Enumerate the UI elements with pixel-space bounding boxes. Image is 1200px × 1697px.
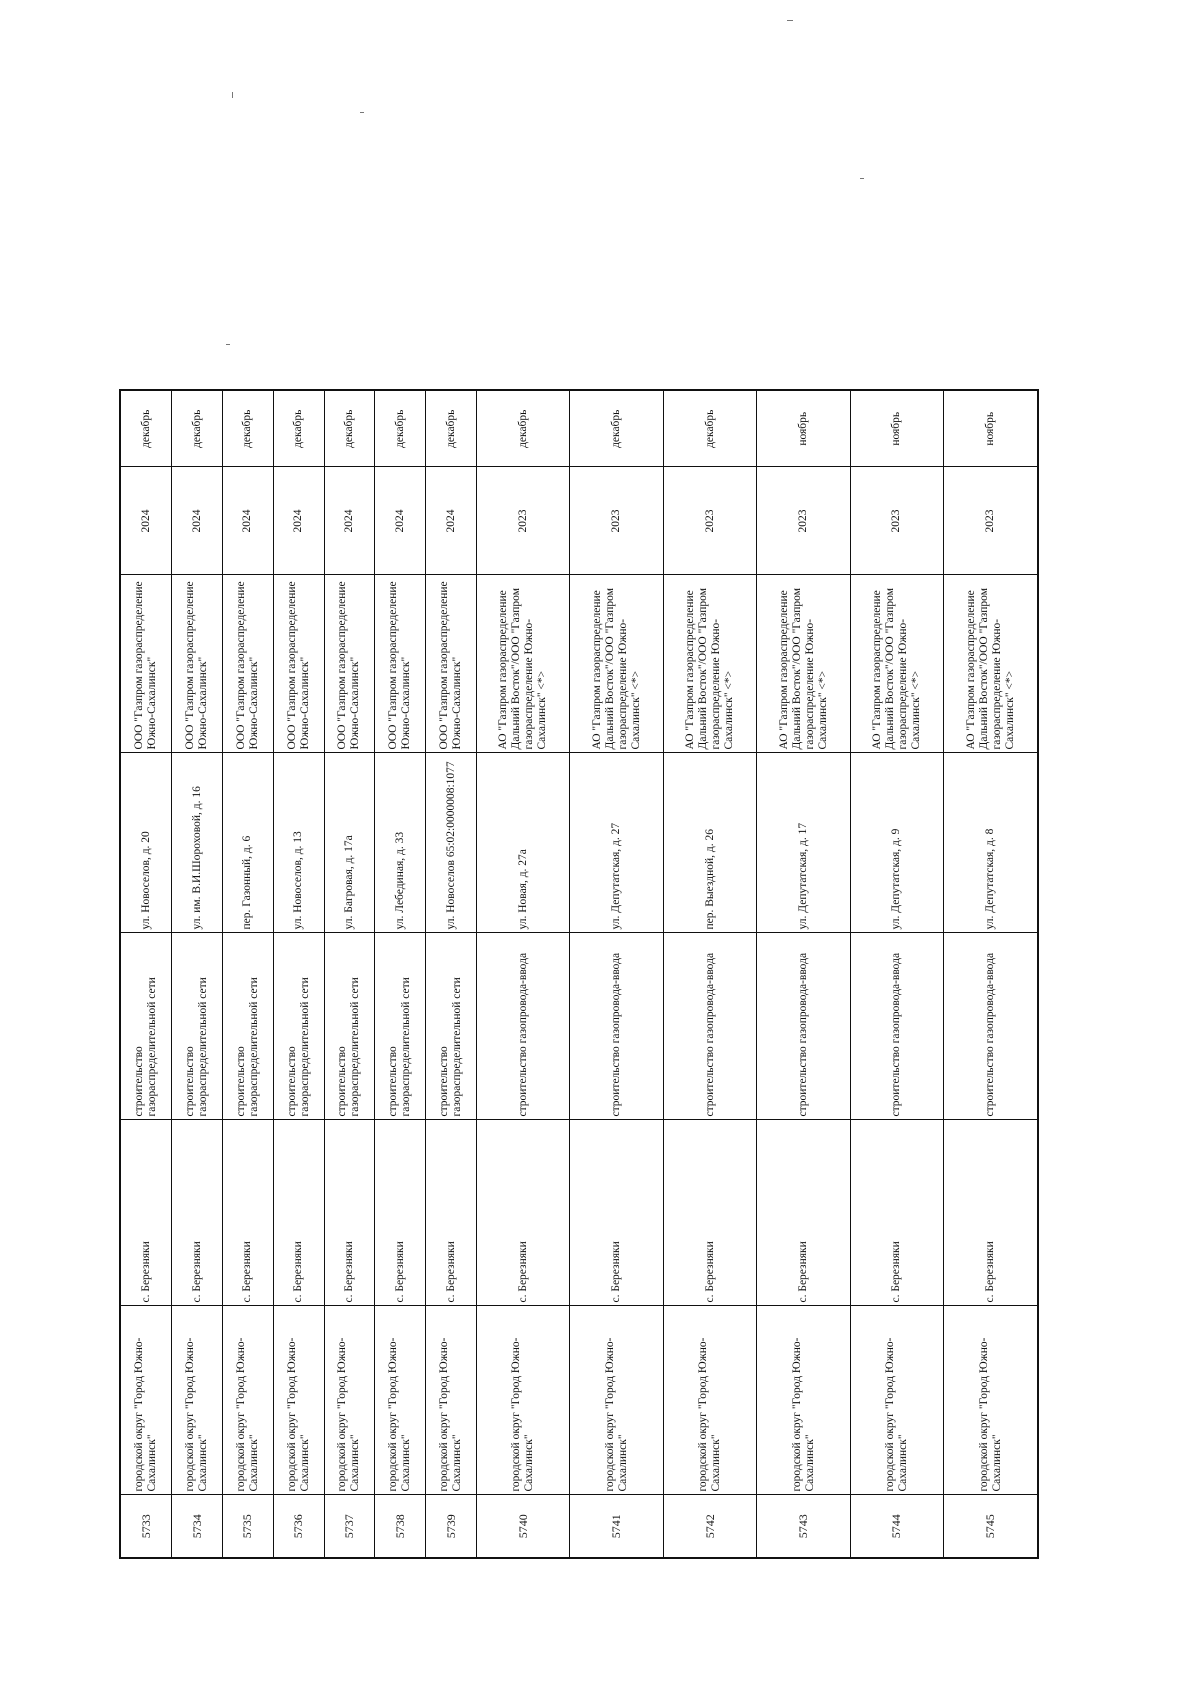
row-number-cell: 5743 — [757, 1495, 850, 1558]
month-cell: декабрь — [663, 390, 756, 467]
settlement-cell: с. Березняки — [172, 1120, 223, 1306]
settlement-cell: с. Березняки — [570, 1120, 663, 1306]
address-cell: ул. Лебединая, д. 33 — [375, 753, 426, 933]
district-cell: городской округ "Город Южно-Сахалинск" — [172, 1306, 223, 1495]
work-type-cell: строительство газораспределительной сети — [120, 933, 172, 1120]
address-cell: ул. Депутатская, д. 27 — [570, 753, 663, 933]
row-number-cell: 5745 — [944, 1495, 1038, 1558]
row-number-cell: 5733 — [120, 1495, 172, 1558]
scan-speck — [232, 92, 233, 98]
address-cell: ул. им. В.И.Шороховой, д. 16 — [172, 753, 223, 933]
organization-cell: ООО "Газпром газораспределение Южно-Сахалинск" — [273, 575, 324, 753]
work-type-cell: строительство газопровода-ввода — [477, 933, 570, 1120]
address-cell: ул. Новоселов 65:02:0000008:1077 — [426, 753, 477, 933]
table-row — [570, 390, 663, 1558]
organization-cell: АО "Газпром газораспределение Дальний Восток"/ООО "Газпром газораспределение Южно-Сахалинск" <*> — [663, 575, 756, 753]
address-cell: ул. Депутатская, д. 9 — [850, 753, 943, 933]
row-number-cell: 5735 — [222, 1495, 273, 1558]
address-cell: ул. Новая, д. 27а — [477, 753, 570, 933]
work-type-cell: строительство газораспределительной сети — [222, 933, 273, 1120]
year-cell: 2024 — [222, 467, 273, 575]
year-cell: 2024 — [426, 467, 477, 575]
gasification-schedule-table — [119, 389, 1039, 1559]
table-row — [222, 390, 273, 1558]
table-row — [426, 390, 477, 1558]
district-cell: городской округ "Город Южно-Сахалинск" — [324, 1306, 375, 1495]
table-row — [375, 390, 426, 1558]
district-cell: городской округ "Город Южно-Сахалинск" — [570, 1306, 663, 1495]
address-cell: пер. Газонный, д. 6 — [222, 753, 273, 933]
scan-speck — [860, 178, 864, 179]
month-cell: декабрь — [222, 390, 273, 467]
month-cell: декабрь — [120, 390, 172, 467]
organization-cell: ООО "Газпром газораспределение Южно-Сахалинск" — [222, 575, 273, 753]
row-number-cell: 5741 — [570, 1495, 663, 1558]
settlement-cell: с. Березняки — [222, 1120, 273, 1306]
year-cell: 2023 — [570, 467, 663, 575]
row-number-cell: 5738 — [375, 1495, 426, 1558]
year-cell: 2024 — [172, 467, 223, 575]
organization-cell: ООО "Газпром газораспределение Южно-Сахалинск" — [426, 575, 477, 753]
year-cell: 2023 — [757, 467, 850, 575]
row-number-cell: 5740 — [477, 1495, 570, 1558]
table-row — [850, 390, 943, 1558]
work-type-cell: строительство газораспределительной сети — [172, 933, 223, 1120]
month-cell: декабрь — [273, 390, 324, 467]
organization-cell: ООО "Газпром газораспределение Южно-Сахалинск" — [324, 575, 375, 753]
year-cell: 2024 — [375, 467, 426, 575]
row-number-cell: 5737 — [324, 1495, 375, 1558]
table-row — [324, 390, 375, 1558]
table-body — [120, 390, 1038, 1558]
month-cell: ноябрь — [850, 390, 943, 467]
settlement-cell: с. Березняки — [375, 1120, 426, 1306]
district-cell: городской округ "Город Южно-Сахалинск" — [273, 1306, 324, 1495]
settlement-cell: с. Березняки — [426, 1120, 477, 1306]
work-type-cell: строительство газораспределительной сети — [426, 933, 477, 1120]
settlement-cell: с. Березняки — [663, 1120, 756, 1306]
address-cell: ул. Багровая, д. 17а — [324, 753, 375, 933]
year-cell: 2023 — [944, 467, 1038, 575]
district-cell: городской округ "Город Южно-Сахалинск" — [375, 1306, 426, 1495]
month-cell: ноябрь — [944, 390, 1038, 467]
row-number-cell: 5744 — [850, 1495, 943, 1558]
organization-cell: АО "Газпром газораспределение Дальний Восток"/ООО "Газпром газораспределение Южно-Сахалинск" <*> — [944, 575, 1038, 753]
organization-cell: АО "Газпром газораспределение Дальний Восток"/ООО "Газпром газораспределение Южно-Сахалинск" <*> — [477, 575, 570, 753]
year-cell: 2024 — [120, 467, 172, 575]
work-type-cell: строительство газопровода-ввода — [944, 933, 1038, 1120]
address-cell: пер. Выездной, д. 26 — [663, 753, 756, 933]
work-type-cell: строительство газораспределительной сети — [324, 933, 375, 1120]
scan-speck — [226, 344, 230, 345]
row-number-cell: 5734 — [172, 1495, 223, 1558]
row-number-cell: 5742 — [663, 1495, 756, 1558]
settlement-cell: с. Березняки — [944, 1120, 1038, 1306]
work-type-cell: строительство газораспределительной сети — [273, 933, 324, 1120]
address-cell: ул. Депутатская, д. 17 — [757, 753, 850, 933]
rotated-document-page — [119, 391, 1039, 1559]
table-row — [477, 390, 570, 1558]
table-row — [757, 390, 850, 1558]
month-cell: декабрь — [426, 390, 477, 467]
settlement-cell: с. Березняки — [273, 1120, 324, 1306]
district-cell: городской округ "Город Южно-Сахалинск" — [426, 1306, 477, 1495]
table-row — [172, 390, 223, 1558]
settlement-cell: с. Березняки — [850, 1120, 943, 1306]
table-row — [944, 390, 1038, 1558]
work-type-cell: строительство газораспределительной сети — [375, 933, 426, 1120]
settlement-cell: с. Березняки — [120, 1120, 172, 1306]
district-cell: городской округ "Город Южно-Сахалинск" — [663, 1306, 756, 1495]
district-cell: городской округ "Город Южно-Сахалинск" — [477, 1306, 570, 1495]
row-number-cell: 5736 — [273, 1495, 324, 1558]
organization-cell: ООО "Газпром газораспределение Южно-Сахалинск" — [120, 575, 172, 753]
year-cell: 2024 — [273, 467, 324, 575]
organization-cell: АО "Газпром газораспределение Дальний Восток"/ООО "Газпром газораспределение Южно-Сахалинск" <*> — [850, 575, 943, 753]
month-cell: декабрь — [172, 390, 223, 467]
organization-cell: ООО "Газпром газораспределение Южно-Сахалинск" — [172, 575, 223, 753]
year-cell: 2023 — [477, 467, 570, 575]
work-type-cell: строительство газопровода-ввода — [757, 933, 850, 1120]
month-cell: декабрь — [477, 390, 570, 467]
settlement-cell: с. Березняки — [757, 1120, 850, 1306]
row-number-cell: 5739 — [426, 1495, 477, 1558]
table-row — [273, 390, 324, 1558]
organization-cell: АО "Газпром газораспределение Дальний Восток"/ООО "Газпром газораспределение Южно-Сахалинск" <*> — [570, 575, 663, 753]
district-cell: городской округ "Город Южно-Сахалинск" — [120, 1306, 172, 1495]
district-cell: городской округ "Город Южно-Сахалинск" — [944, 1306, 1038, 1495]
table-row — [120, 390, 172, 1558]
settlement-cell: с. Березняки — [477, 1120, 570, 1306]
district-cell: городской округ "Город Южно-Сахалинск" — [850, 1306, 943, 1495]
work-type-cell: строительство газопровода-ввода — [570, 933, 663, 1120]
month-cell: декабрь — [324, 390, 375, 467]
table-row — [663, 390, 756, 1558]
work-type-cell: строительство газопровода-ввода — [663, 933, 756, 1120]
year-cell: 2023 — [850, 467, 943, 575]
organization-cell: ООО "Газпром газораспределение Южно-Сахалинск" — [375, 575, 426, 753]
address-cell: ул. Новоселов, д. 13 — [273, 753, 324, 933]
year-cell: 2023 — [663, 467, 756, 575]
address-cell: ул. Новоселов, д. 20 — [120, 753, 172, 933]
month-cell: декабрь — [375, 390, 426, 467]
work-type-cell: строительство газопровода-ввода — [850, 933, 943, 1120]
district-cell: городской округ "Город Южно-Сахалинск" — [757, 1306, 850, 1495]
organization-cell: АО "Газпром газораспределение Дальний Восток"/ООО "Газпром газораспределение Южно-Сахалинск" <*> — [757, 575, 850, 753]
scan-speck — [787, 20, 793, 21]
scan-speck — [360, 112, 364, 113]
settlement-cell: с. Березняки — [324, 1120, 375, 1306]
year-cell: 2024 — [324, 467, 375, 575]
district-cell: городской округ "Город Южно-Сахалинск" — [222, 1306, 273, 1495]
month-cell: ноябрь — [757, 390, 850, 467]
month-cell: декабрь — [570, 390, 663, 467]
address-cell: ул. Депутатская, д. 8 — [944, 753, 1038, 933]
